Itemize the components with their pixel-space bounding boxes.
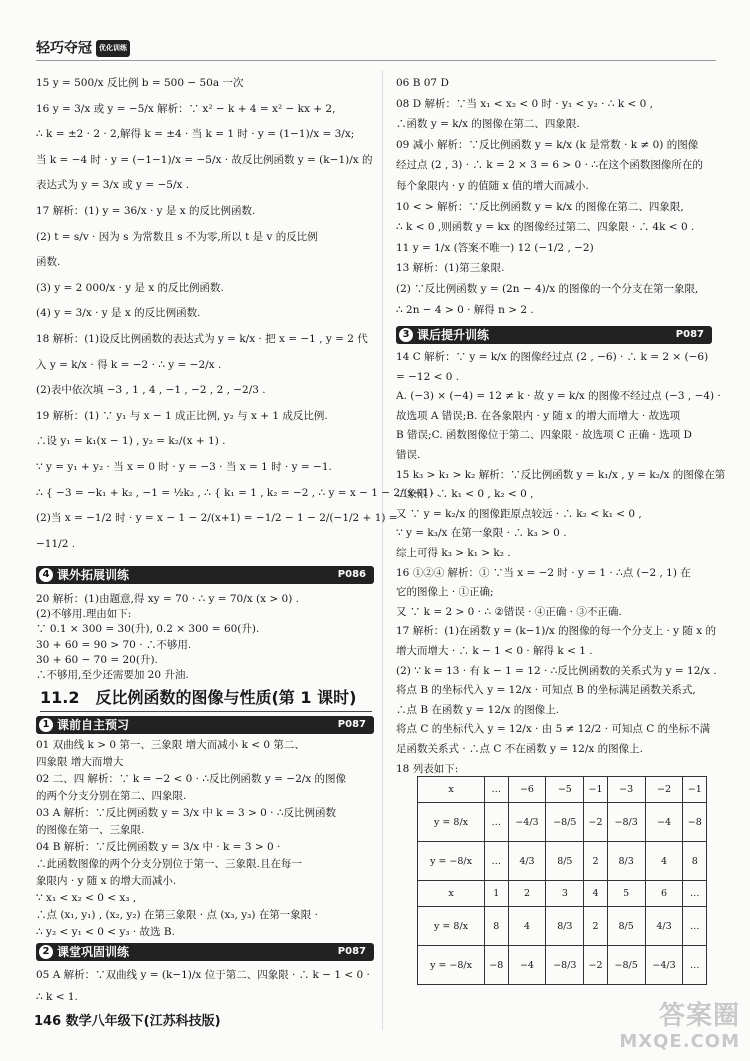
table-cell: −1 [683,777,707,803]
answer-line: 每个象限内 · y 的值随 x 值的增大而减小. [396,180,589,192]
table-cell: −2 [584,803,607,842]
section-title-classroom: 课堂巩固训练 [57,945,130,959]
answer-line: (2) t = s/v · 因为 s 为常数且 s 不为零,所以 t 是 v 的反比例 [36,230,318,243]
answer-line: 故选项 A 错误;B. 在各象限内 · y 随 x 的增大而增大 · 故选项 [396,409,681,422]
watermark-line2: MXQE.COM [619,1031,740,1052]
answer-line: (2)不够用.理由如下: [36,608,132,621]
answer-line: 16 ①②④ 解析：① ∵当 x = −2 时 · y = 1 · ∴点 (−2 , 1) 在 [396,566,691,579]
answer-line: 15 y = 500/x 反比例 b = 500 − 50a 一次 [36,77,244,89]
section-bar-preview [36,716,374,734]
table-cell: 5 [607,881,645,907]
brand-title: 轻巧夺冠 [36,40,92,57]
answer-line: (3) y = 2 000/x · y 是 x 的反比例函数. [36,281,224,294]
table-cell: 8 [683,842,707,881]
answer-line: 又 ∵ y = k₂/x 的图像距原点较远 · ∴ k₂ < k₁ < 0 , [396,507,642,520]
table-cell: −8/5 [607,946,645,985]
answer-line: 经过点 (2 , 3) · ∴ k = 2 × 3 = 6 > 0 · ∴在这个函数图像所在的 [396,159,703,172]
answer-line: ∴不够用,至少还需要加 20 升油. [36,669,189,681]
table-cell: 2 [584,907,607,946]
table-cell: … [485,803,508,842]
lesson-title: 11.2 反比例函数的图像与性质(第 1 课时) [40,688,357,707]
answer-line: ∴ k < 0 ,则函数 y = kx 的图像经过第二、四象限 · ∴ 4k < 0 . [396,221,695,234]
book-title: 数学八年级下(江苏科技版) [65,1014,221,1029]
answer-line: 09 减小 解析：∵反比例函数 y = k/x (k 是常数 · k ≠ 0) 的图像 [396,138,699,151]
table-row [418,777,707,803]
section-number-preview: 1 [39,718,53,732]
table-row [418,881,707,907]
table-cell: −8 [683,803,707,842]
table-cell: 1 [485,881,508,907]
section-page-preview: P087 [337,719,366,730]
table-cell: 8/5 [546,842,584,881]
section-title-outside: 课外拓展训练 [57,568,130,582]
table-cell: … [485,842,508,881]
column-divider [382,70,383,1030]
answer-line: ∴点 (x₁, y₁) , (x₂, y₂) 在第三象限 · 点 (x₃, y₃) 在第一象限 · [36,909,318,921]
table-cell: 2 [508,881,546,907]
answer-line: = −12 < 0 . [396,370,460,383]
table-cell: −2 [645,777,683,803]
section-page-after: P087 [675,329,704,340]
lesson-rule [40,711,372,712]
answer-line: ∵ y = y₁ + y₂ · 当 x = 0 时 · y = −3 · 当 x = 1 时 · y = −1. [36,461,332,473]
answer-line: 16 y = 3/x 或 y = −5/x 解析：∵ x² − k + 4 = x² − kx + 2, [36,102,336,115]
answer-line: (2) ∵反比例函数 y = (2n − 4)/x 的图像的一个分支在第一象限, [396,283,699,295]
section-bar-outside [36,566,374,584]
brand-logo [36,40,130,57]
header-rule [36,60,716,61]
answer-line: ∴ y₂ < y₁ < 0 < y₃ · 故选 B. [36,926,175,938]
answer-line: 象限内 · y 随 x 的增大而减小. [36,875,177,887]
table-cell: 4/3 [508,842,546,881]
answer-line: 二象限 · ∴ k₁ < 0 , k₂ < 0 , [396,488,534,501]
answer-line: B 错误;C. 函数图像位于第二、四象限 · 故选项 C 正确 · 选项 D [396,429,692,442]
answer-line: ∴此函数图像的两个分支分别位于第一、三象限.且在每一 [36,858,302,870]
answer-line: 19 解析：(1) ∵ y₁ 与 x − 1 成正比例, y₂ 与 x + 1 成反比例. [36,409,328,422]
table-cell: 8/3 [546,907,584,946]
answer-line: (2) ∵ k = 13 · 有 k − 1 = 12 · ∴反比例函数的关系式为 y = 12/x . [396,664,717,677]
table-row [418,842,707,881]
section-number-after: 3 [399,328,413,342]
table-row [418,946,707,985]
table-row-label: y = 8/x [418,803,485,842]
table-cell: −1 [584,777,607,803]
table-cell: … [683,881,707,907]
answer-line: 表达式为 y = 3/x 或 y = −5/x . [36,179,190,192]
answer-line: ∴点 B 在函数 y = 12/x 的图像上. [396,703,560,716]
answer-line: A. (−3) × (−4) = 12 ≠ k · 故 y = k/x 的图像不经过点 (−3 , −4) · [396,390,721,403]
answer-line: ∴ k < 1. [36,991,78,1003]
answer-line: 17 解析：(1) y = 36/x · y 是 x 的反比例函数. [36,205,256,217]
answer-line: 它的图像上 · ①正确; [396,586,494,599]
answer-line: ∴函数 y = k/x 的图像在第二、四象限. [396,118,580,131]
answer-line: ∵ y = k₃/x 在第一象限 · ∴ k₃ > 0 . [396,527,567,540]
table-row-label: y = −8/x [418,946,485,985]
answer-line: 30 + 60 − 70 = 20(升). [36,653,158,666]
section-number-classroom: 2 [39,945,53,959]
table-cell: 3 [546,881,584,907]
table-cell: −8/3 [607,803,645,842]
answer-line: 06 B 07 D [396,77,449,89]
answer-line: ∴ 2n − 4 > 0 · 解得 n > 2 . [396,303,534,316]
section-title-after: 课后提升训练 [417,328,490,342]
section-bar-after [396,326,712,344]
table-cell: 4 [584,881,607,907]
answer-line: (4) y = 3/x · y 是 x 的反比例函数. [36,307,201,320]
answer-line: 错误. [396,449,421,461]
table-cell: 2 [584,842,607,881]
table-cell: 8 [485,907,508,946]
table-cell: 8/3 [607,842,645,881]
table-cell: 4 [508,907,546,946]
answer-line: ∴设 y₁ = k₁(x − 1) , y₂ = k₂/(x + 1) . [36,435,226,448]
answer-line: 增大而增大 · ∴ k − 1 < 0 · 解得 k < 1 . [396,645,593,657]
answer-line: 函数. [36,256,61,269]
table-cell: −4 [508,946,546,985]
section-number-outside: 4 [39,568,53,582]
table-cell: −5 [546,777,584,803]
table-cell: 8/5 [607,907,645,946]
answer-line: ∴ k = ±2 · 2 · 2,解得 k = ±4 · 当 k = 1 时 · y = (1−1)/x = 3/x; [36,128,355,141]
table-row [418,907,707,946]
answer-line: 综上可得 k₃ > k₁ > k₂ . [396,547,511,559]
answer-line: 15 k₃ > k₁ > k₂ 解析：∵反比例函数 y = k₁/x , y = k₂/x 的图像在第 [396,468,726,481]
answer-line: 当 k = −4 时 · y = (−1−1)/x = −5/x · 故反比例函数 y = (k−1)/x 的 [36,153,373,166]
section-page-outside: P086 [337,569,366,580]
table-cell: −4/3 [508,803,546,842]
page-number: 146 [34,1014,62,1029]
answer-line: 四象限 增大而增大 [36,756,124,768]
answer-line: 02 二、四 解析：∵ k = −2 < 0 · ∴反比例函数 y = −2/x 的图像 [36,773,347,785]
value-table [417,776,707,985]
answer-line: 又 ∵ k = 2 > 0 · ∴ ②错误 · ④正确 · ③不正确. [396,605,622,618]
answer-line: 13 解析：(1)第三象限. [396,262,505,275]
answer-line: ∵ 0.1 × 300 = 30(升), 0.2 × 300 = 60(升). [36,623,260,636]
answer-line: (2)表中依次填 −3 , 1 , 4 , −1 , −2 , 2 , −2/3 . [36,384,266,397]
table-row-label: y = 8/x [418,907,485,946]
table-cell: 4/3 [645,907,683,946]
table-cell: −4 [645,803,683,842]
watermark [619,1003,740,1055]
table-cell: … [485,777,508,803]
table-cell: −8/3 [546,946,584,985]
answer-line: 10 < > 解析：∵反比例函数 y = k/x 的图像在第二、四象限, [396,200,684,213]
answer-line: −11/2 . [36,537,76,550]
answer-line: 将点 B 的坐标代入 y = 12/x · 可知点 B 的坐标满足函数关系式, [396,684,696,697]
answer-line: 18 解析：(1)设反比例函数的表达式为 y = k/x · 把 x = −1 , y = 2 代 [36,333,368,345]
table-row [418,803,707,842]
table-cell: 4 [645,842,683,881]
answer-line: ∴ { −3 = −k₁ + k₂ , −1 = ½k₂ , ∴ { k₁ = 1 , k₂ = −2 , ∴ y = x − 1 − 2/(x+1) . [36,486,440,499]
table-cell: −3 [607,777,645,803]
answer-line: 入 y = k/x · 得 k = −2 · ∴ y = −2/x . [36,358,222,371]
table-row-label: y = −8/x [418,842,485,881]
table-cell: … [683,946,707,985]
footer [34,1014,221,1029]
table-cell: −8/5 [546,803,584,842]
table-row-label: x [418,881,485,907]
answer-line: ∵ x₁ < x₂ < 0 < x₃ , [36,892,137,904]
answer-line: 20 解析：(1)由题意,得 xy = 70 · ∴ y = 70/x (x > 0) . [36,593,299,605]
table-cell: … [683,907,707,946]
watermark-line1: 答案圈 [658,1001,740,1031]
answer-line: 的图像在第一、三象限. [36,824,145,836]
table-cell: −8 [485,946,508,985]
answer-line: 30 + 60 = 90 > 70 · ∴不够用. [36,638,192,651]
answer-line: 14 C 解析：∵ y = k/x 的图像经过点 (2 , −6) · ∴ k = 2 × (−6) [396,351,709,363]
answer-line: 05 A 解析：∵双曲线 y = (k−1)/x 位于第二、四象限 · ∴ k − 1 < 0 · [36,969,370,981]
answer-line: 01 双曲线 k > 0 第一、三象限 增大而减小 k < 0 第二、 [36,739,305,751]
answer-line: (2)当 x = −1/2 时 · y = x − 1 − 2/(x+1) = −1/2 − 1 − 2/(−1/2 + 1) = [36,512,398,525]
answer-line: 的两个分支分别在第二、四象限. [36,790,187,802]
section-title-preview: 课前自主预习 [57,718,130,732]
answer-line: 足函数关系式 · ∴点 C 不在函数 y = 12/x 的图像上. [396,743,643,755]
answer-line: 03 A 解析：∵反比例函数 y = 3/x 中 k = 3 > 0 · ∴反比例函数 [36,807,337,819]
answer-line: 18 列表如下: [396,762,459,775]
answer-line: 11 y = 1/x (答案不唯一) 12 (−1/2 , −2) [396,241,594,254]
section-page-classroom: P087 [337,946,366,957]
answer-line: 将点 C 的坐标代入 y = 12/x · 由 5 ≠ 12/2 · 可知点 C 的坐标不满 [396,723,711,736]
table-cell: 6 [645,881,683,907]
section-bar-classroom [36,943,374,961]
answer-line: 08 D 解析：∵当 x₁ < x₂ < 0 时 · y₁ < y₂ · ∴ k < 0 , [396,97,654,110]
table-row-label: x [418,777,485,803]
answer-line: 17 解析：(1)在函数 y = (k−1)/x 的图像的每一个分支上 · y 随 x 的 [396,625,717,638]
brand-tag: 优化训练 [96,40,130,57]
table-cell: −4/3 [645,946,683,985]
table-cell: −2 [584,946,607,985]
table-cell: −6 [508,777,546,803]
answer-line: 04 B 解析：∵反比例函数 y = 3/x 中 · k = 3 > 0 · [36,841,281,853]
